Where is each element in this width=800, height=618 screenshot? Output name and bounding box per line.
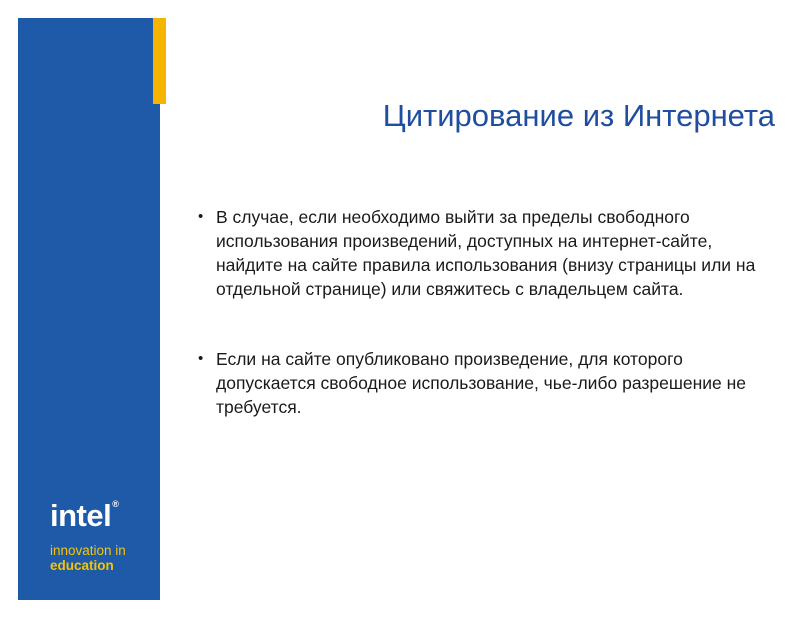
slide-title: Цитирование из Интернета xyxy=(382,98,775,133)
tagline-line1: innovation in xyxy=(50,543,126,558)
bullet-item xyxy=(196,205,776,301)
bullet-text: Если на сайте опубликовано произведение, для которого допускается свободное использование, чье-либо разрешение не требуется. xyxy=(216,349,747,417)
logo-tagline xyxy=(50,543,150,573)
bullet-text: В случае, если необходимо выйти за пределы свободного использования произведений, доступных на интернет-сайте, найдите на сайте правила использования (внизу страницы или на отдельной странице) или свяжитесь с владельцем сайта. xyxy=(216,207,756,299)
logo-brand: intel xyxy=(50,498,112,533)
bullet-item xyxy=(196,347,776,419)
bullet-list xyxy=(196,205,776,465)
bullet-marker: • xyxy=(198,208,204,225)
bullet-marker: • xyxy=(198,350,204,367)
accent-bar xyxy=(153,18,166,104)
intel-logo xyxy=(50,500,150,573)
logo-registered-mark: ® xyxy=(112,499,119,509)
tagline-line2: education xyxy=(50,558,114,573)
